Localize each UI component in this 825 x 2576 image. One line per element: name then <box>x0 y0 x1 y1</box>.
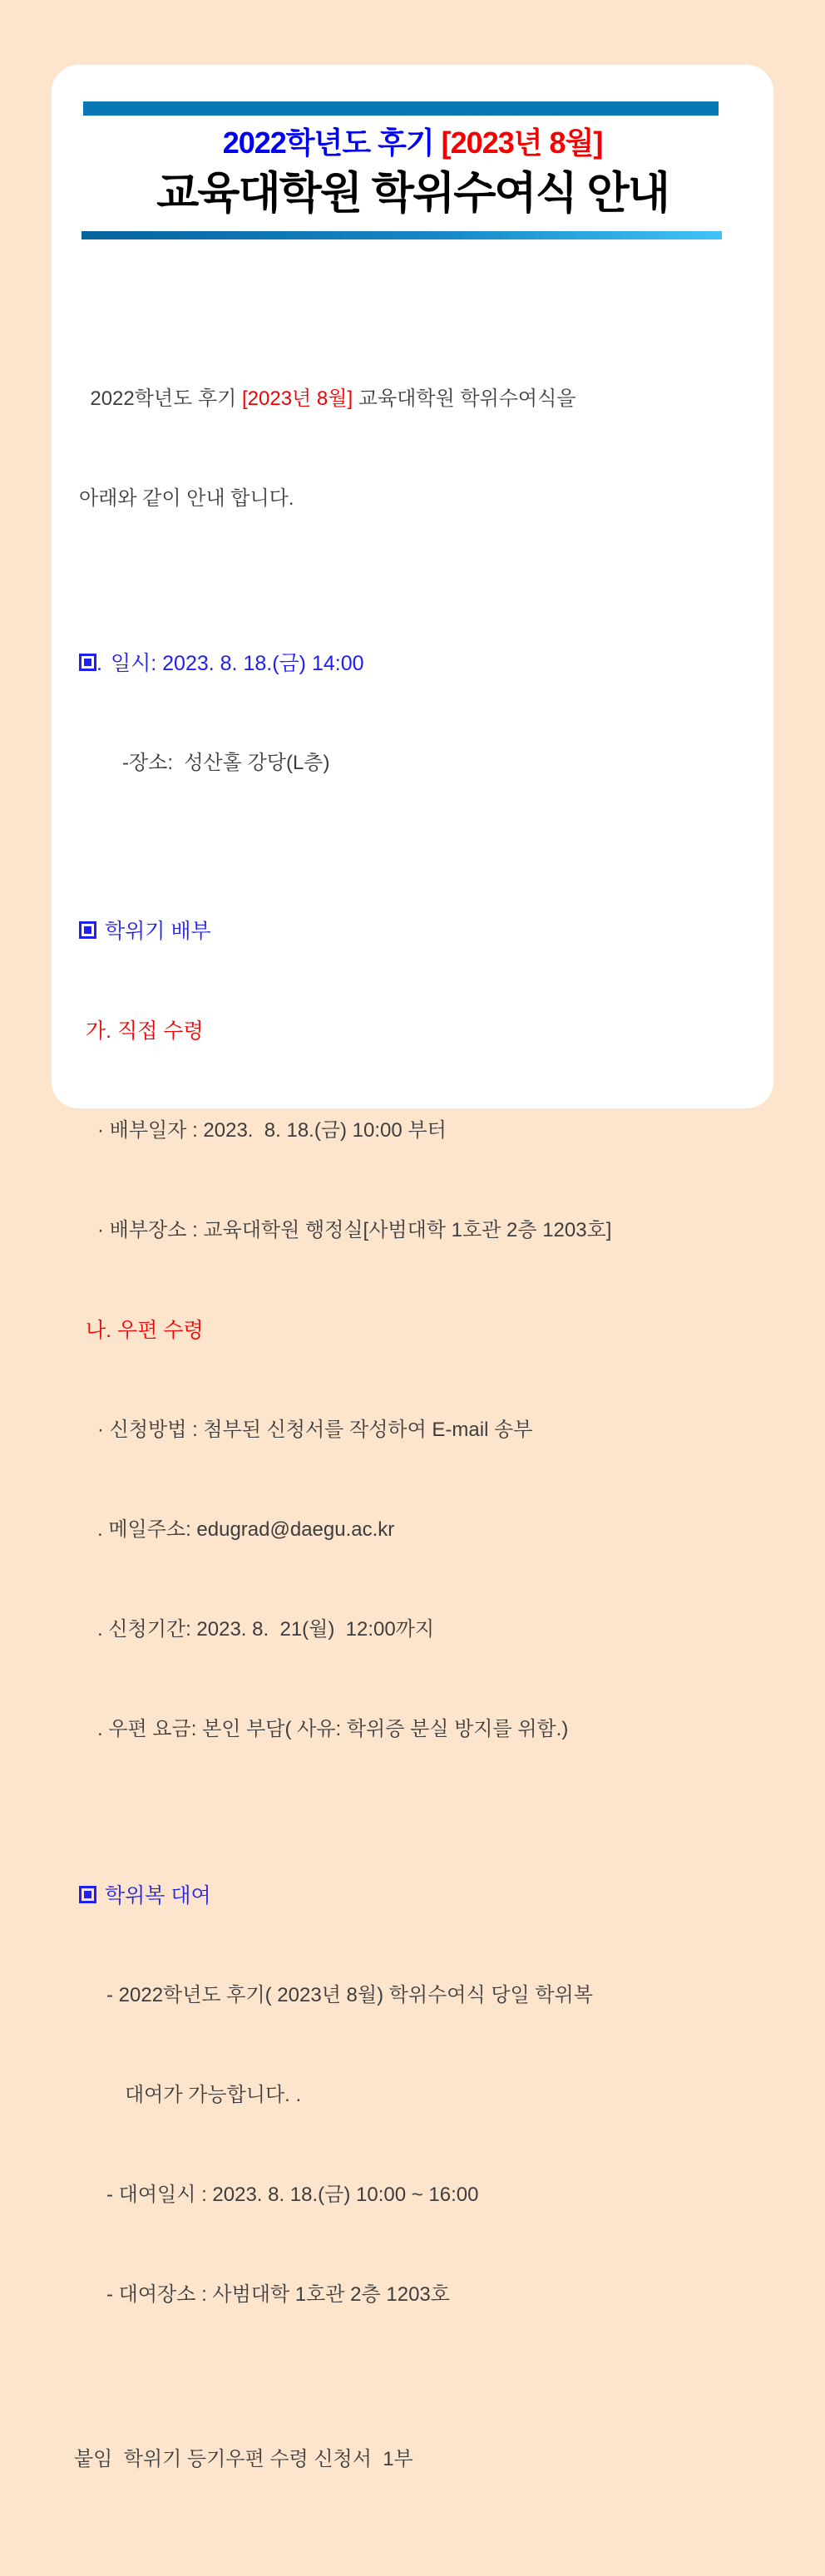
intro-line-2: 아래와 같이 안내 합니다. <box>79 487 294 510</box>
diploma-mail-item: . 신청기간: 2023. 8. 21(월) 12:00까지 <box>97 1618 435 1641</box>
diploma-direct-item: · 배부일자 : 2023. 8. 18.(금) 10:00 부터 <box>97 1119 447 1142</box>
header-gradient-bar <box>82 231 722 239</box>
diploma-mail-item: . 우편 요금: 본인 부담( 사유: 학위증 분실 방지를 위함.) <box>97 1718 569 1740</box>
section-marker-icon <box>79 654 96 671</box>
gown-item: - 2022학년도 후기( 2023년 8월) 학위수여식 당일 학위복 <box>106 1984 593 2006</box>
diploma-direct-item: · 배부장소 : 교육대학원 행정실[사범대학 1호관 2층 1203호] <box>97 1219 612 1241</box>
section-marker-icon <box>79 1886 96 1903</box>
announcement-title: 교육대학원 학위수여식 안내 <box>156 169 669 218</box>
gown-item-continuation: 대여가 가능합니다. . <box>125 2084 302 2106</box>
diploma-mail-heading: 나. 우편 수령 <box>86 1319 204 1342</box>
section-gown-heading <box>79 1879 753 1912</box>
diploma-title: 학위기 배부 <box>105 920 211 943</box>
schedule-title: 일시: 2023. 8. 18.(금) 14:00 <box>110 652 364 675</box>
subtitle-date: [2023년 8월] <box>441 126 603 160</box>
diploma-direct-heading: 가. 직접 수령 <box>86 1019 204 1043</box>
announcement-body <box>74 283 753 2576</box>
diploma-mail-item: . 메일주소: edugrad@daegu.ac.kr <box>97 1518 395 1541</box>
section-marker-icon <box>79 921 96 939</box>
header-top-bar <box>83 101 719 116</box>
gown-title: 학위복 대여 <box>105 1884 211 1907</box>
section-diploma-heading <box>79 915 753 948</box>
schedule-venue: -장소: 성산홀 강당(L층) <box>122 752 330 774</box>
intro-date-highlight: [2023년 8월] <box>242 387 353 410</box>
announcement-subtitle <box>52 120 773 162</box>
subtitle-term: 2022학년도 후기 <box>222 126 442 160</box>
gown-item: - 대여장소 : 사범대학 1호관 2층 1203호 <box>106 2283 450 2306</box>
announcement-card <box>52 65 773 2470</box>
attachment-note: 붙임 학위기 등기우편 수령 신청서 1부 <box>74 2448 413 2470</box>
section-schedule-heading: . 일시: 2023. 8. 18.(금) 14:00 <box>79 647 753 680</box>
intro-line-1: 2022학년도 후기 [2023년 8월] 교육대학원 학위수여식을 <box>79 387 576 410</box>
diploma-mail-item: · 신청방법 : 첨부된 신청서를 작성하여 E-mail 송부 <box>97 1419 533 1441</box>
gown-item: - 대여일시 : 2023. 8. 18.(금) 10:00 ~ 16:00 <box>106 2184 479 2206</box>
